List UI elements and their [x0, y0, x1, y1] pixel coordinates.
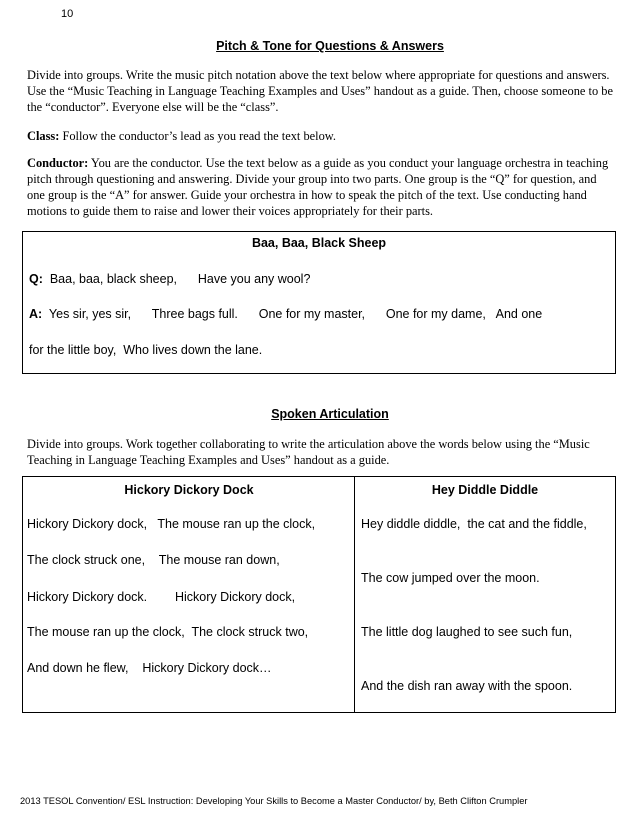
answer-continuation: for the little boy, Who lives down the lane. — [29, 343, 263, 357]
question-line — [29, 272, 310, 286]
hickory-line-1: Hickory Dickory dock, The mouse ran up the clock, — [27, 517, 316, 531]
table-divider — [354, 477, 355, 712]
page-number: 10 — [61, 8, 74, 20]
a-label: A: — [29, 307, 43, 321]
hey-diddle-title: Hey Diddle Diddle — [431, 483, 539, 497]
hickory-line-2: The clock struck one, The mouse ran down, — [27, 553, 280, 567]
class-label: Class: — [27, 129, 60, 143]
section-title-pitch-tone: Pitch & Tone for Questions & Answers — [216, 39, 444, 53]
hey-diddle-line-1: Hey diddle diddle, the cat and the fiddle, — [361, 517, 587, 531]
conductor-text: You are the conductor. Use the text below as a guide as you conduct your language orchestra in teaching pitch through questioning and answering. Divide your group into two parts. One group is the “Q” for question, and one group is the “A” for answer. Guide your orchestra in how to speak the pitch of the text. Use conducting hand motions to guide them to raise and lower their voices appropriately for their parts. — [27, 156, 609, 218]
hickory-line-4: The mouse ran up the clock, The clock struck two, — [27, 625, 309, 639]
q-label: Q: — [29, 272, 43, 286]
answer-line — [29, 307, 542, 321]
conductor-instruction — [27, 155, 617, 219]
section-title-spoken-articulation: Spoken Articulation — [271, 407, 389, 421]
articulation-intro-paragraph: Divide into groups. Work together collaborating to write the articulation above the words below using the “Music Teaching in Language Teaching Examples and Uses” handout as a guide. — [27, 437, 590, 467]
hickory-line-3: Hickory Dickory dock. Hickory Dickory dock, — [27, 590, 296, 604]
baa-baa-box — [22, 231, 616, 374]
hey-diddle-line-2: The cow jumped over the moon. — [361, 571, 540, 585]
hickory-title: Hickory Dickory Dock — [124, 483, 254, 497]
page-footer: 2013 TESOL Convention/ ESL Instruction: Developing Your Skills to Become a Master Conductor/ by, Beth Clifton Crumpler — [20, 796, 528, 806]
hickory-line-5: And down he flew, Hickory Dickory dock… — [27, 661, 272, 675]
q-text: Baa, baa, black sheep, Have you any wool? — [42, 272, 311, 286]
baa-baa-title: Baa, Baa, Black Sheep — [251, 236, 387, 250]
hey-diddle-line-4: And the dish ran away with the spoon. — [361, 679, 573, 693]
class-text: Follow the conductor’s lead as you read the text below. — [59, 129, 337, 143]
rhymes-table — [22, 476, 616, 713]
hey-diddle-line-3: The little dog laughed to see such fun, — [361, 625, 573, 639]
a-text: Yes sir, yes sir, Three bags full. One for my master, One for my dame, And one — [42, 307, 543, 321]
pitch-intro-paragraph: Divide into groups. Write the music pitch notation above the text below where appropriate for questions and answers. Use the “Music Teaching in Language Teaching Examples and Uses” handout as a guide. Then, choose someone to be the “conductor”. Everyone else will be the “class”. — [27, 68, 613, 114]
class-instruction — [27, 128, 617, 144]
conductor-label: Conductor: — [27, 156, 89, 170]
